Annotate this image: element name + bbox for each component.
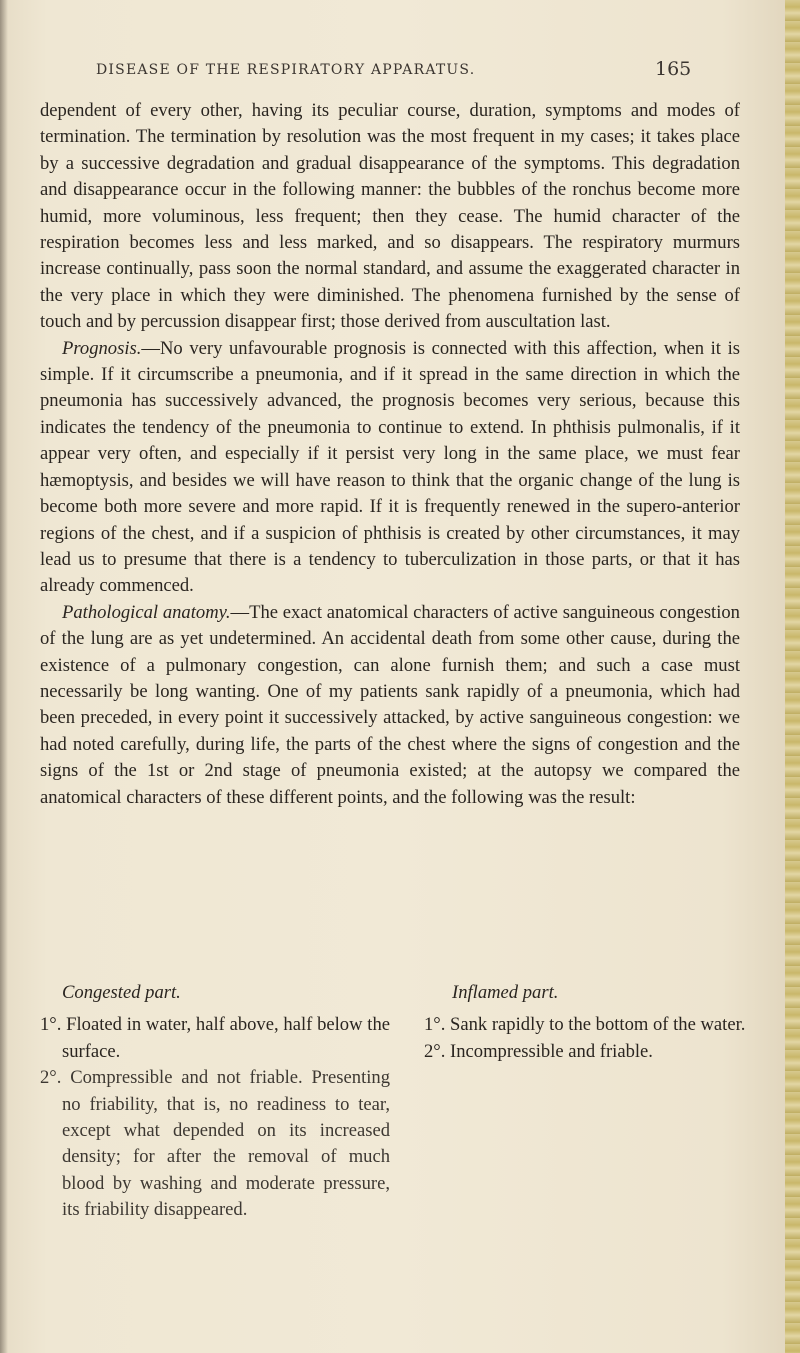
congested-item: 2°. Compressible and not friable. Presenting no friability, that is, no readiness to tear, except what depended on its increased density; for after the removal of much blood by washing and moderate pressure, its friability disappeared. <box>40 1067 390 1221</box>
congested-heading: Congested part. <box>62 982 181 1003</box>
inflamed-item: 2°. Incompressible and friable. <box>424 1040 653 1062</box>
inflamed-heading: Inflamed part. <box>452 982 559 1003</box>
paragraph-termination <box>40 98 740 336</box>
inflamed-item: 1°. Sank rapidly to the bottom of the water. <box>424 1014 746 1036</box>
running-head <box>0 58 785 88</box>
inflamed-column <box>424 980 760 1065</box>
paragraph-pathological-anatomy <box>40 600 740 811</box>
section-lead-pathological-anatomy: Pathological anatomy. <box>62 601 231 623</box>
paragraph-prognosis <box>40 336 740 600</box>
paragraph-text: —No very unfavourable prognosis is connected with this affection, when it is simple. If it circumscribe a pneumonia, and if it spread in the same direction in which the pneumonia has successively advanced, the prognosis becomes very serious, because this indicates the tendency of the pneumonia to continue to extend. In phthisis pulmonalis, if it appear very often, and especially if it persist very long in the same place, we must fear hæmoptysis, and besides we will have reason to think that the organic change of the lung is become both more severe and more rapid. If it is frequently renewed in the supero-anterior regions of the chest, and if a suspicion of phthisis is created by other circumstances, it may lead us to presume that there is a tendency to tuberculization in those parts, or that it has already commenced. <box>40 337 740 597</box>
page-number: 165 <box>655 58 692 80</box>
body-text <box>40 98 740 811</box>
section-lead-prognosis: Prognosis. <box>62 337 142 359</box>
paragraph-text: —The exact anatomical characters of active sanguineous congestion of the lung are as yet undetermined. An accidental death from some other cause, during the existence of a pulmonary congestion, can alone furnish them; and such a case must necessarily be long wanting. One of my patients sank rapidly of a pneumonia, which had been preceded, in every point it successively attacked, by active sanguineous congestion: we had noted carefully, during life, the parts of the chest where the signs of congestion and the signs of the 1st or 2nd stage of pneumonia existed; at the autopsy we compared the anatomical characters of these different points, and the following was the result: <box>40 601 740 808</box>
congested-column <box>40 980 390 1224</box>
congested-item: 1°. Floated in water, half above, half below the surface. <box>40 1014 390 1062</box>
paragraph-text: dependent of every other, having its peculiar course, duration, symptoms and modes of termination. The termination by resolution was the most frequent in my cases; it takes place by a successive degradation and gradual disappearance of the symptoms. This degradation and disappearance occur in the following manner: the bubbles of the ronchus become more humid, more voluminous, less frequent; then they cease. The humid character of the respiration becomes less and less marked, and so disappears. The respiratory murmurs increase continually, pass soon the normal standard, and assume the exaggerated character in the very place in which they were diminished. The phenomena furnished by the sense of touch and by percussion disappear first; those derived from auscultation last. <box>40 100 740 333</box>
gilt-page-edge <box>785 0 800 1353</box>
gutter-shadow <box>0 0 8 1353</box>
running-head-title: DISEASE OF THE RESPIRATORY APPARATUS. <box>96 62 476 78</box>
